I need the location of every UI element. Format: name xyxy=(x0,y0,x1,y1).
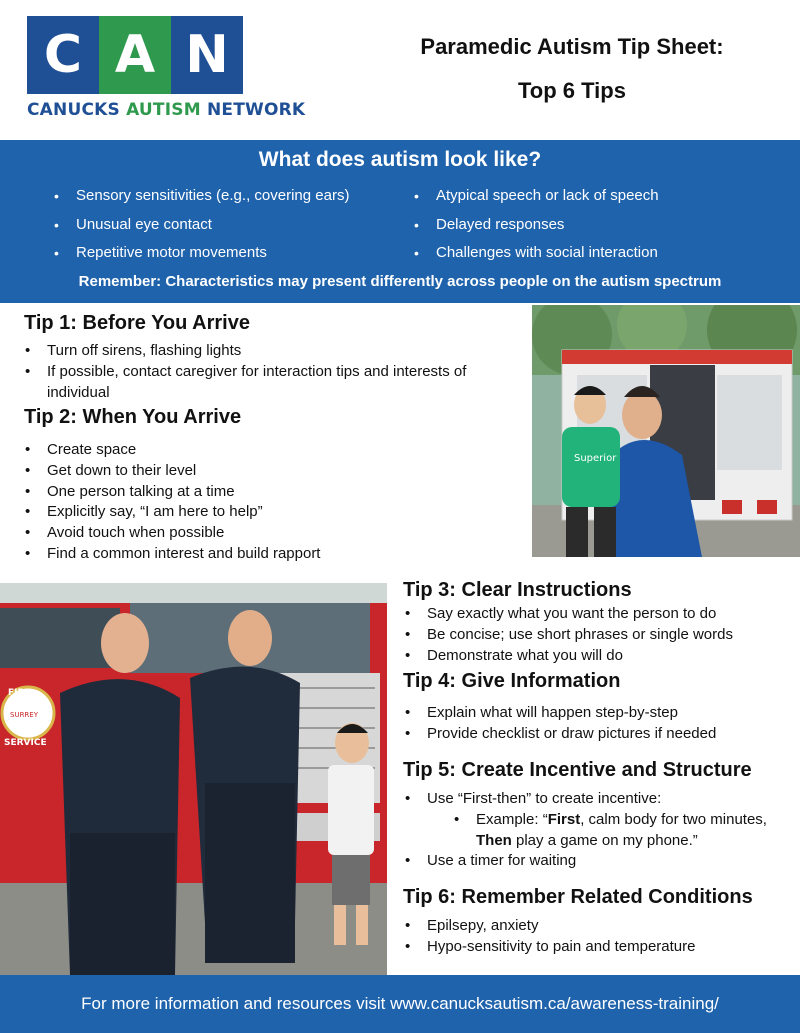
characteristics-list-right xyxy=(412,182,659,268)
shirt-text: Superior xyxy=(574,453,617,464)
tip4-heading: Tip 4: Give Information xyxy=(403,670,621,692)
list-item: • Say exactly what you want the person to do xyxy=(404,604,794,625)
example-first: First xyxy=(547,810,581,828)
firetruck-photo xyxy=(0,583,387,975)
list-item: • Turn off sirens, flashing lights xyxy=(24,341,514,362)
list-item: • Challenges with social interaction xyxy=(412,239,659,268)
can-logo xyxy=(27,16,306,124)
list-item: • Create space xyxy=(24,440,514,461)
list-item: • Use “First-then” to create incentive: xyxy=(404,789,800,810)
tip6-heading: Tip 6: Remember Related Conditions xyxy=(403,886,753,908)
logo-tiles xyxy=(27,16,243,94)
list-item: • Get down to their level xyxy=(24,461,514,482)
panel-note: Remember: Characteristics may present differently across people on the autism spectrum xyxy=(78,273,722,290)
list-item: • Unusual eye contact xyxy=(52,211,349,240)
list-item: • Repetitive motor movements xyxy=(52,239,349,268)
list-item: • Avoid touch when possible xyxy=(24,523,514,544)
logo-subtitle xyxy=(27,100,306,120)
tip5-list xyxy=(404,789,800,872)
tip2-heading: Tip 2: When You Arrive xyxy=(24,406,242,428)
list-item: • Delayed responses xyxy=(412,211,659,240)
list-item: • Use a timer for waiting xyxy=(404,851,800,872)
logo-word-autism: AUTISM xyxy=(126,100,201,120)
example-mid: , calm body for two minutes, xyxy=(580,810,767,828)
title-line-1: Paramedic Autism Tip Sheet: xyxy=(420,34,724,59)
logo-letter-n: N xyxy=(171,16,243,94)
badge-text-mid: SURREY xyxy=(10,711,38,719)
title-line-2: Top 6 Tips xyxy=(518,78,626,103)
list-item: • Atypical speech or lack of speech xyxy=(412,182,659,211)
list-item: • Explain what will happen step-by-step xyxy=(404,703,794,724)
example-end: play a game on my phone.” xyxy=(511,831,698,849)
autism-characteristics-panel xyxy=(0,140,800,303)
list-item: • Demonstrate what you will do xyxy=(404,646,794,667)
list-item: • Find a common interest and build rapport xyxy=(24,544,514,565)
footer-banner xyxy=(0,975,800,1033)
example-item xyxy=(404,810,800,852)
logo-word-network: NETWORK xyxy=(206,100,306,120)
tip1-list xyxy=(24,341,514,403)
tip1-heading: Tip 1: Before You Arrive xyxy=(24,312,250,334)
list-item: • One person talking at a time xyxy=(24,482,514,503)
list-item: • Explicitly say, “I am here to help” xyxy=(24,502,514,523)
list-item: • Sensory sensitivities (e.g., covering ears) xyxy=(52,182,349,211)
list-item: • Provide checklist or draw pictures if needed xyxy=(404,724,794,745)
tip6-list xyxy=(404,916,794,958)
tip3-list xyxy=(404,604,794,666)
logo-letter-c: C xyxy=(27,16,99,94)
page-title xyxy=(392,32,752,106)
tip3-heading: Tip 3: Clear Instructions xyxy=(403,579,632,601)
badge-text-bottom: SERVICE xyxy=(4,738,47,748)
list-item: • Hypo-sensitivity to pain and temperature xyxy=(404,937,794,958)
list-item: • Be concise; use short phrases or single words xyxy=(404,625,794,646)
logo-letter-a: A xyxy=(99,16,171,94)
characteristics-list-left xyxy=(52,182,349,268)
list-item: • If possible, contact caregiver for interaction tips and interests of individual xyxy=(24,362,514,404)
tip4-list xyxy=(404,703,794,745)
example-prefix: Example: “ xyxy=(476,810,548,828)
footer-text: For more information and resources visit www.canucksautism.ca/awareness-training/ xyxy=(81,994,719,1013)
panel-heading: What does autism look like? xyxy=(258,148,542,171)
badge-text-top: FIRE xyxy=(8,688,31,698)
ambulance-photo xyxy=(532,305,800,557)
list-item: • Epilsepy, anxiety xyxy=(404,916,794,937)
tip2-list xyxy=(24,440,514,565)
logo-word-canucks: CANUCKS xyxy=(27,100,120,120)
tip5-heading: Tip 5: Create Incentive and Structure xyxy=(403,759,752,781)
example-then: Then xyxy=(476,831,512,849)
